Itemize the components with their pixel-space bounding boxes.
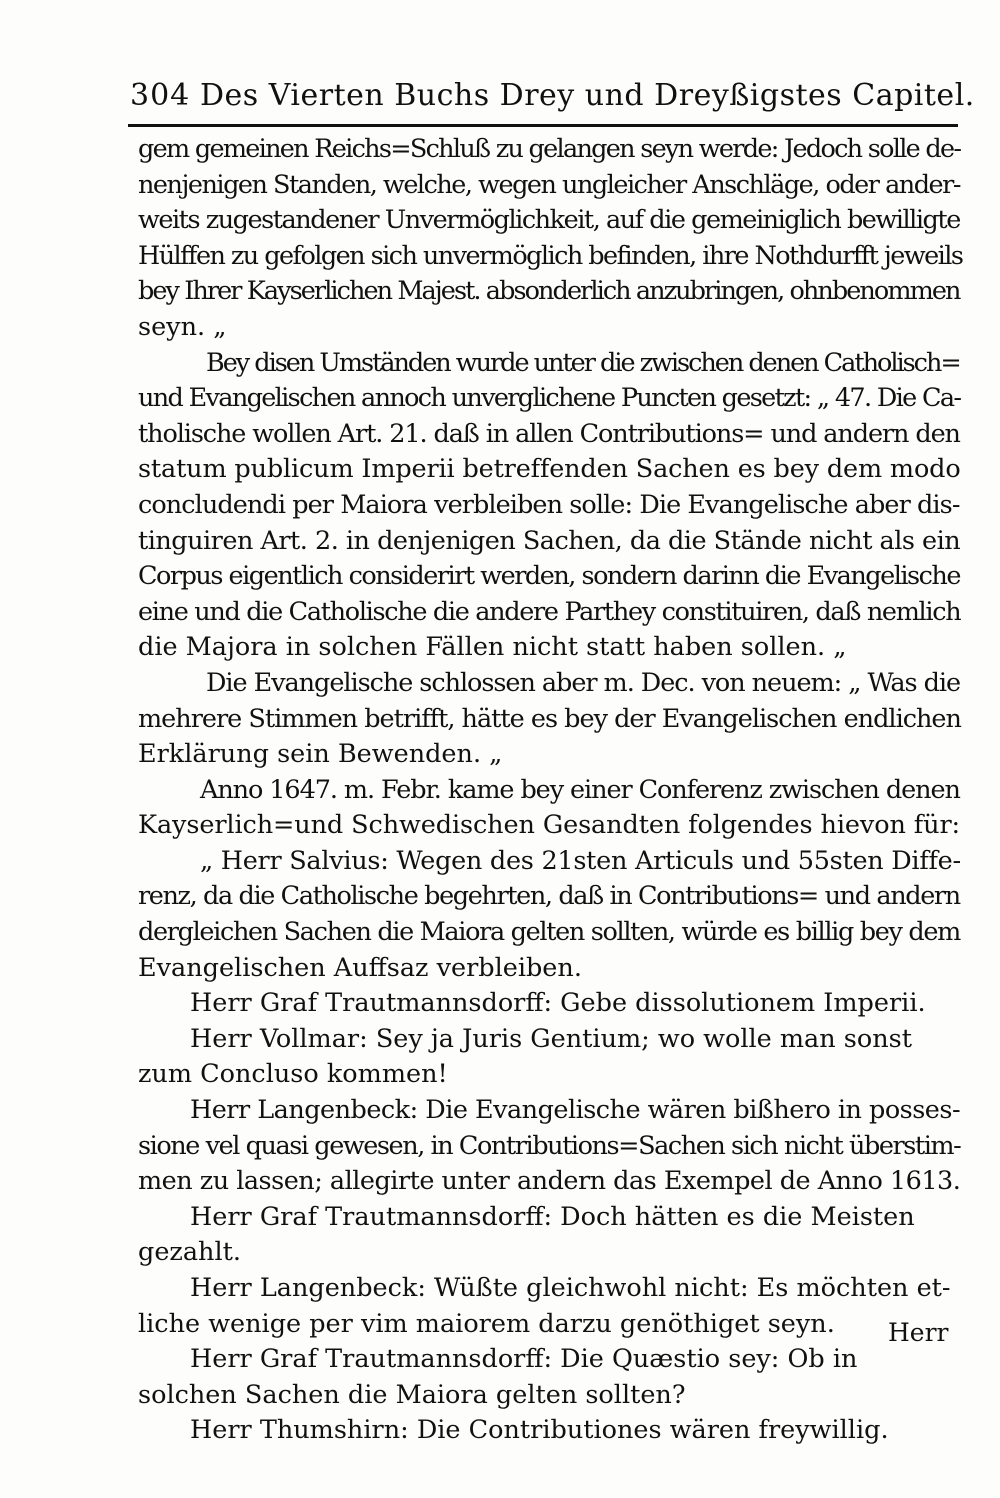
paragraph-start-line: Die Evangelische schlossen aber m. Dec. von neuem: „ Was die xyxy=(206,667,961,698)
text-line: renz, da die Catholische begehrten, daß in Contributions= und andern xyxy=(138,881,960,912)
text-line: Evangelischen Auffsaz verbleiben. xyxy=(138,952,582,983)
text-line: tholische wollen Art. 21. daß in allen Contributions= und andern den xyxy=(138,418,960,449)
text-line: bey Ihrer Kayserlichen Majest. absonderlich anzubringen, ohnbenommen xyxy=(138,276,960,307)
speaker-line: „ Herr Salvius: Wegen des 21sten Articuls und 55sten Diffe- xyxy=(200,845,961,876)
page-number: 304 xyxy=(130,78,191,113)
speaker-line: Herr Graf Trautmannsdorff: Die Quæstio sey: Ob in xyxy=(190,1344,858,1375)
speaker-line: Herr Langenbeck: Die Evangelische wären bißhero in posses- xyxy=(190,1095,961,1126)
text-line: tinguiren Art. 2. in denjenigen Sachen, da die Stände nicht als ein xyxy=(138,525,961,556)
text-line: und Evangelischen annoch unverglichene Puncten gesetzt: „ 47. Die Ca- xyxy=(138,383,961,414)
catchword: Herr xyxy=(888,1318,949,1347)
text-line: mehrere Stimmen betrifft, hätte es bey der Evangelischen endlichen xyxy=(138,703,961,734)
text-line: weits zugestandener Unvermöglichkeit, auf die gemeiniglich bewilligte xyxy=(138,205,960,236)
speaker-line: Herr Langenbeck: Wüßte gleichwohl nicht: Es möchten et- xyxy=(190,1273,951,1303)
text-line: statum publicum Imperii betreffenden Sachen es bey dem modo xyxy=(138,454,961,485)
text-line: gezahlt. xyxy=(138,1237,241,1268)
text-line: eine und die Catholische die andere Parthey constituiren, daß nemlich xyxy=(138,596,961,627)
text-line: die Majora in solchen Fällen nicht statt haben sollen. „ xyxy=(138,632,847,663)
paragraph-start-line: Anno 1647. m. Febr. kame bey einer Conferenz zwischen denen xyxy=(200,774,960,805)
text-line: liche wenige per vim maiorem darzu genöthiget seyn. xyxy=(138,1308,835,1339)
speaker-line: Herr Graf Trautmannsdorff: Gebe dissolutionem Imperii. xyxy=(190,988,926,1019)
text-line: dergleichen Sachen die Maiora gelten sollten, würde es billig bey dem xyxy=(138,917,960,948)
text-line: zum Concluso kommen! xyxy=(138,1059,448,1090)
running-title: Des Vierten Buchs Drey und Dreyßigstes Capitel. xyxy=(200,78,975,113)
speaker-line: Herr Vollmar: Sey ja Juris Gentium; wo wolle man sonst xyxy=(190,1023,912,1054)
text-line: solchen Sachen die Maiora gelten sollten? xyxy=(138,1379,686,1410)
text-line: Erklärung sein Bewenden. „ xyxy=(138,739,503,770)
text-line: sione vel quasi gewesen, in Contributions=Sachen sich nicht überstim- xyxy=(138,1130,961,1161)
page-header xyxy=(130,78,975,118)
body-text xyxy=(138,132,963,1449)
text-line: Hülffen zu gefolgen sich unvermöglich befinden, ihre Nothdurfft jeweils xyxy=(138,240,963,271)
text-line: seyn. „ xyxy=(138,311,227,342)
text-line: gem gemeinen Reichs=Schluß zu gelangen seyn werde: Jedoch solle de- xyxy=(138,134,961,164)
text-line: men zu lassen; allegirte unter andern das Exempel de Anno 1613. xyxy=(138,1166,961,1197)
paragraph-start-line: Bey disen Umständen wurde unter die zwischen denen Catholisch= xyxy=(206,347,960,378)
header-rule xyxy=(128,124,958,127)
text-line: concludendi per Maiora verbleiben solle: Die Evangelische aber dis- xyxy=(138,489,960,520)
speaker-line: Herr Graf Trautmannsdorff: Doch hätten es die Meisten xyxy=(190,1201,915,1232)
text-line: Corpus eigentlich considerirt werden, sondern darinn die Evangelische xyxy=(138,561,960,592)
text-line: nenjenigen Standen, welche, wegen ungleicher Anschläge, oder ander- xyxy=(138,169,960,200)
speaker-line: Herr Thumshirn: Die Contributiones wären freywillig. xyxy=(190,1415,889,1446)
text-line: Kayserlich=und Schwedischen Gesandten folgendes hievon für: xyxy=(138,810,961,841)
